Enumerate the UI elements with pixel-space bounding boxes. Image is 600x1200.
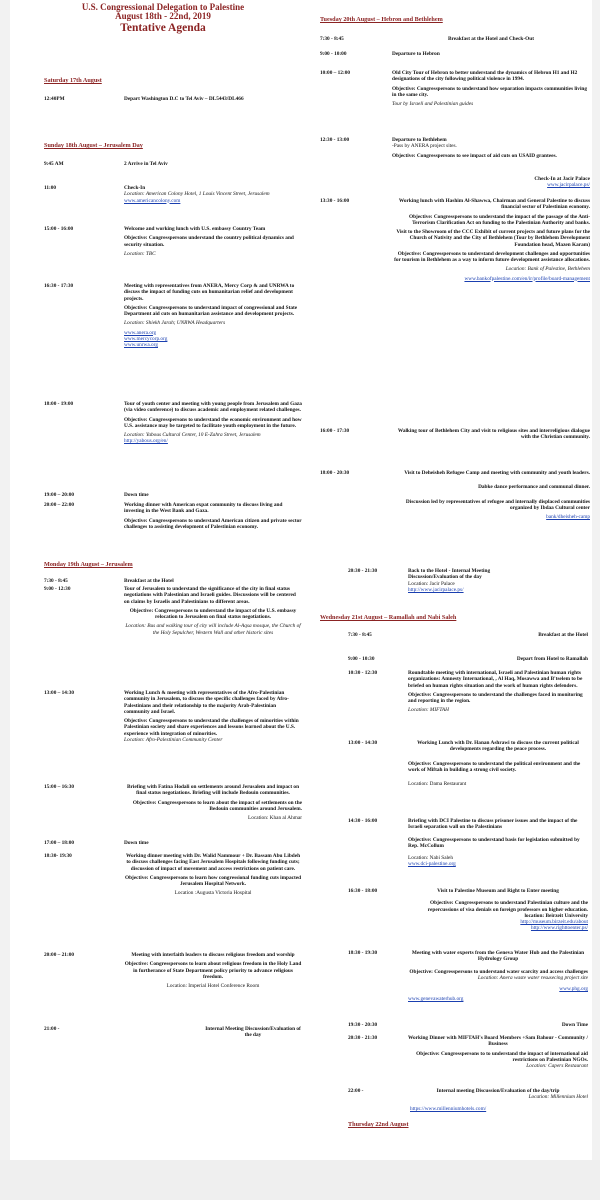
row-note: Tour by Israeli and Palestinian guides xyxy=(392,101,474,107)
day-heading-thursday: Thursday 22nd August xyxy=(348,1121,409,1128)
row-text: 2 Arrive in Tel Aviv xyxy=(124,161,168,167)
row-location: Location: Afro-Palestinian Community Center xyxy=(124,736,223,743)
row-title: Check-In at Jacir Palace xyxy=(534,176,590,182)
row-objective: Objective: Congresspersons to understand how separation impacts communities living in the same city. xyxy=(392,85,588,98)
row-location: location: Beirzeit University xyxy=(524,912,588,919)
row-title: Roundtable meeting with international, Israeli and Palestinian human rights organizations: Amnesty International, , Al Haq, Mosawwa and B'tselem to be briefed on human rights situation and the work of human rights defenders. xyxy=(408,670,583,689)
header-line1: U.S. Congressional Delegation to Palestine xyxy=(81,2,245,12)
row-objective: Objective: Congresspersons to understand the impact of the U.S. embassy relocation to Jerusalem on final status negotiations. xyxy=(129,607,297,620)
row-title: Visit to Deheisheh Refugee Camp and meeting with community and youth leaders. xyxy=(404,470,590,476)
row-time: 20:00 – 21:00 xyxy=(44,952,75,958)
row-text: Discussion led by representatives of refugee and internally displaced communities organized by Ibdaa Cultural center xyxy=(405,498,590,511)
row-time: 21:00 - xyxy=(44,1026,60,1032)
row-location: Location :Augusta Victoria Hospital xyxy=(174,890,252,897)
row-link[interactable]: www.unrwa.org xyxy=(124,342,158,348)
row-text: Walking tour of Bethlehem City and visit to religious sites and interreligious dialogue with the Christian community. xyxy=(397,428,590,441)
row-visit: Visit to the Showroom of the CCC Exhibit of current projects and future plans for the Church of Nativity and the City of Bethlehem (Tour by Bethlehem Development Foundation head, Mazen Karam) xyxy=(396,229,590,248)
row-objective: Objective: Congresspersons to understand the challenges of minorities within Palestinian society and share experiences and lessons learned about the U.S. experience with integration of minorities. xyxy=(124,718,299,737)
header-line2: August 18th - 22nd, 2019 xyxy=(115,11,211,22)
row-time: 13:30 - 16:00 xyxy=(320,198,350,204)
row-link[interactable]: www.americancolony.com xyxy=(124,197,181,204)
row-time: 15:00 - 16:00 xyxy=(44,226,74,232)
day-heading-wednesday: Wednesday 21st August – Ramallah and Nabi Saleh xyxy=(320,614,457,621)
agenda-page xyxy=(10,0,592,1160)
row-objective: Objective: Congresspersons to understand impact of congressional and State Department aid cuts on humanitarian assistance and development projects. xyxy=(124,304,298,317)
row-time: 17:00 – 18:00 xyxy=(44,840,75,846)
row-time: 11:00 xyxy=(44,185,57,191)
row-time: 18:30- 19:30 xyxy=(44,853,72,859)
row-objective: Objective: Congresspersons to to understand the impact of international aid restrictions on Palestinian NGOs. xyxy=(416,1050,588,1063)
row-location: Location: Jacir Palace xyxy=(408,580,455,587)
row-link[interactable]: www.anera.org xyxy=(124,329,157,336)
row-time: 9:00 - 10:30 xyxy=(348,656,375,662)
row-title: Meeting with water experts from the Geneva Water Hub and the Palestinian Hydrology Group xyxy=(411,950,585,963)
left-column xyxy=(24,0,302,1039)
row-title: Briefing with Fatina Hodali on settlements around Jerusalem and impact on final status negotiations. Briefing will include Bedouin communities. xyxy=(126,784,300,797)
row-text: Internal Meeting Discussion/Evaluation of the day xyxy=(205,1026,301,1039)
row-objective: Objective: Congresspersons to understand the economic environment and how U.S. assistance may be targeted to facilitate youth employment in the future. xyxy=(124,416,302,429)
row-objective: Objective: Congresspersons to learn about the impact of settlements on the Bedouin communities around Jerusalem. xyxy=(132,799,302,812)
row-time: 9:00 - 12:30 xyxy=(44,586,71,592)
row-title: Departure to Bethlehem xyxy=(392,137,447,143)
row-link[interactable]: http://www.righttoenter.ps/ xyxy=(530,925,588,932)
row-link[interactable]: https://www.millenniumhotels.com/ xyxy=(410,1106,487,1112)
row-time: 20:00 – 22:00 xyxy=(44,502,75,508)
row-title: Old City Tour of Hebron to better understand the dynamics of Hebron H1 and H2 designations of the city following political violence in 1994. xyxy=(392,70,578,83)
row-objective: Objective: Congresspersons to understand water scarcity and access challenges xyxy=(409,968,588,975)
row-link[interactable]: www.bankofpalestine.com/en/ir/profile/board-management xyxy=(464,275,590,282)
row-title: Working lunch with Hashim Al-Shawwa, Chairman and General Palestine to discuss financial sector of Palestinian economy. xyxy=(398,198,590,211)
row-text: Depart from Hotel to Ramallah xyxy=(516,656,588,662)
row-text: Breakfast at the Hotel xyxy=(538,632,588,638)
row-time: 18:00 - 19:00 xyxy=(44,401,74,407)
row-title: Visit to Palestine Museum and Right to Enter meeting xyxy=(437,888,559,894)
row-title: Briefing with DCI Palestine to discuss prisoner issues and the impact of the Israeli separation wall on the Palestinians xyxy=(408,818,578,831)
row-time: 10:00 – 12:00 xyxy=(320,70,351,76)
row-location: Location: Yabous Cultural Center, 10 E-Zahra Street, Jerusalem xyxy=(124,432,261,438)
row-link[interactable]: http://yabous.org/en/ xyxy=(124,438,168,445)
row-title: Welcome and working lunch with U.S. embassy Country Team xyxy=(124,226,266,232)
row-text: Down Time xyxy=(561,1022,588,1028)
row-time: 12:30 - 13:00 xyxy=(320,137,350,143)
row-title: Working Lunch & meeting with representatives of the Afro-Palestinian community in Jerusalem, to discuss the specific challenges faced by Afro-Palestinians and their relationship to the majority Arab-Palestinian community and Israel. xyxy=(124,690,289,715)
row-location: Location: Khan al Ahmar xyxy=(248,815,302,821)
row-time: 14:30 - 16:00 xyxy=(348,818,378,824)
page-bottom-margin xyxy=(0,1160,600,1200)
row-link[interactable]: bank/dheisheh-camp xyxy=(546,514,590,520)
day-heading-saturday: Saturday 17th August xyxy=(44,77,102,84)
row-time: 10:30 - 12:30 xyxy=(348,670,378,676)
row-location: Location: American Colony Hotel, 1 Louis Vincent Street, Jerusalem xyxy=(124,191,270,198)
row-text: Down time xyxy=(124,492,149,498)
row-time: 19:30 - 20:30 xyxy=(348,1022,378,1028)
row-location: Location: Anera waste water resusecing project site xyxy=(477,974,588,981)
row-objective: Objective: Congresspersons to learn about religious freedom in the Holy Land in furtherance of State Department policy priority to advance religious freedom. xyxy=(124,961,302,980)
row-title: Meeting with interfaith leaders to discuss religious freedom and worship xyxy=(131,952,295,958)
row-location: Location: Capers Restaurant xyxy=(526,1063,588,1069)
row-title: Check-In xyxy=(124,185,146,191)
row-text: Dabke dance performance and communal dinner. xyxy=(478,484,590,491)
header-title: Tentative Agenda xyxy=(120,21,206,34)
row-title: Internal meeting Discussion/Evaluation of the day/trip xyxy=(436,1088,560,1094)
row-time: 18:00 - 20:30 xyxy=(320,470,350,476)
row-link[interactable]: http://www.jacirpalace.ps/ xyxy=(408,586,464,593)
row-objective: Objective: Congresspersons to understand development challenges and opportunities for tourism in Bethlehem as a way to inform future development assistance allocations. xyxy=(394,250,590,263)
row-time: 13:00 – 14:30 xyxy=(44,690,75,696)
row-time: 20:30 - 21:30 xyxy=(348,1035,378,1041)
row-text: Breakfast at the Hotel and Check-Out xyxy=(448,36,534,42)
row-text: Departure to Hebron xyxy=(392,51,440,57)
row-link[interactable]: www.jacirpalace.ps/ xyxy=(547,182,590,189)
row-time: 16:00 - 17:30 xyxy=(320,428,350,434)
row-title: Working Dinner with MIFTAH's Board Members +Sam Bahour - Community / Business xyxy=(408,1035,588,1048)
row-location: Location: Millennium Hotel xyxy=(528,1094,588,1101)
row-location: Location: Bank of Palestine, Bethlehem xyxy=(505,266,590,273)
row-time: 7:30 - 8:45 xyxy=(320,36,344,42)
day-heading-tuesday: Tuesday 20th August – Hebron and Bethlehem xyxy=(320,16,443,23)
row-title: Working Lunch with Dr. Hanan Ashrawi to discuss the current political developments regarding the peace process. xyxy=(417,740,579,753)
row-time: 13:00 - 14:30 xyxy=(348,740,378,746)
agenda-header xyxy=(24,0,302,34)
row-link[interactable]: www.phg.org xyxy=(559,986,588,992)
row-location: Location: Shiekh Jarah; UNRWA Headquarters xyxy=(124,320,226,327)
row-location: Location: TBC xyxy=(124,250,156,257)
row-objective: Objective: Congresspersons to understand American citizen and private sector challenges to assisting development of Palestinian economy. xyxy=(124,517,302,530)
row-text: Depart Washington D.C to Tel Aviv – DL5443/DL466 xyxy=(124,96,244,102)
row-title: Tour of Jerusalem to understand the significance of the city in final status negotiations with Palestinian and Israeli guides. Discussions will be centered on claims by Israelis and Palestinians to different areas. xyxy=(124,586,296,605)
row-text: Down time xyxy=(124,840,149,846)
row-subtext: -Pass by ANERA project sites. xyxy=(392,143,457,150)
row-location: Location: MIFTAH xyxy=(408,707,449,714)
row-time: 12:40PM xyxy=(44,96,65,102)
row-time: 22:00 - xyxy=(348,1088,364,1094)
row-time: 7:30 - 8:45 xyxy=(348,632,372,638)
row-time: 16:30 - 17:30 xyxy=(44,283,74,289)
row-link[interactable]: www.mercycorp.org xyxy=(124,335,168,342)
row-time: 18:30 - 19:30 xyxy=(348,950,378,956)
day-heading-sunday: Sunday 18th August – Jerusalem Day xyxy=(44,142,143,149)
row-time: 7:30 - 8:45 xyxy=(44,578,68,584)
day-heading-monday: Monday 19th August – Jerusalem xyxy=(44,561,133,568)
row-objective: Objective: Congresspersons understand the country political dynamics and security situation. xyxy=(124,235,294,248)
row-objective: Objective: Congresspersons to learn how congressional funding cuts impacted Jerusalem Hospital Network. xyxy=(124,874,302,887)
row-location: Location: Nabi Saleh xyxy=(408,855,454,861)
row-objective: Objective: Congresspersons to understand basis for legislation submitted by Rep. McCollum xyxy=(408,836,580,849)
row-time: 9:00 - 10:00 xyxy=(320,51,347,57)
row-link[interactable]: www.genevawaterhub.org xyxy=(408,996,464,1003)
row-location: Location: Imperial Hotel Conference Room xyxy=(166,983,260,989)
row-link[interactable]: www.dci-palestine.org xyxy=(408,861,456,868)
row-title: Working dinner meeting with Dr. Walid Nammour + Dr. Bassam Abu Libdeh to discuss challenges facing East Jerusalem Hospitals following funding cuts; discussion of impact of movement and access restrictions on patient care. xyxy=(125,853,301,872)
row-text: Breakfast at the Hotel xyxy=(124,578,174,584)
row-title: Working dinner with American expat community to discuss living and investing in the West Bank and Gaza. xyxy=(124,502,283,515)
row-time: 9:45 AM xyxy=(44,161,64,167)
row-time: 15:00 – 16:30 xyxy=(44,784,75,790)
row-objective: Objective: Congresspersons to understand the challenges faced in monitoring and reporting in the region. xyxy=(408,691,583,704)
row-objective: Objective: Congresspersons to understand Palestinian culture and the repercussions of visa denials on foreign professors on higher education. xyxy=(427,900,588,913)
row-objective: Objective: Congresspersons to see impact of aid cuts on USAID grantees. xyxy=(392,152,557,159)
row-title: Meeting with representatives from ANERA, Mercy Corp & and UNRWA to discuss the impact of funding cuts on humanitarian relief and development projects. xyxy=(124,283,295,302)
row-objective: Objective: Congresspersons to understand the impact of the passage of the Anti-Terrorism Clarification Act on funding to the Palestinian Authority and banks. xyxy=(408,213,590,226)
row-location: Location: Bus and walking tour of city will include Al-Aqsa mosque, the Church of the Holy Sepulcher, Western Wall and other historic sites xyxy=(125,623,301,636)
row-title: Tour of youth center and meeting with young people from Jerusalem and Gaza (via video conference) to discuss academic and employment related challenges. xyxy=(124,401,302,414)
row-title: Back to the Hotel - Internal Meeting Discussion/Evaluation of the day xyxy=(408,568,491,581)
row-location: Location: Dama Restaurant xyxy=(408,781,467,787)
row-time: 20:30 - 21:30 xyxy=(348,568,378,574)
row-link[interactable]: http://museum.birzeit.edu/about xyxy=(520,919,588,925)
row-objective: Objective: Congresspersons to understand the political environment and the work of Miftah in building a strong civil society. xyxy=(408,760,581,773)
row-time: 16:30 - 18:00 xyxy=(348,888,378,894)
row-time: 19:00 – 20:00 xyxy=(44,492,75,498)
